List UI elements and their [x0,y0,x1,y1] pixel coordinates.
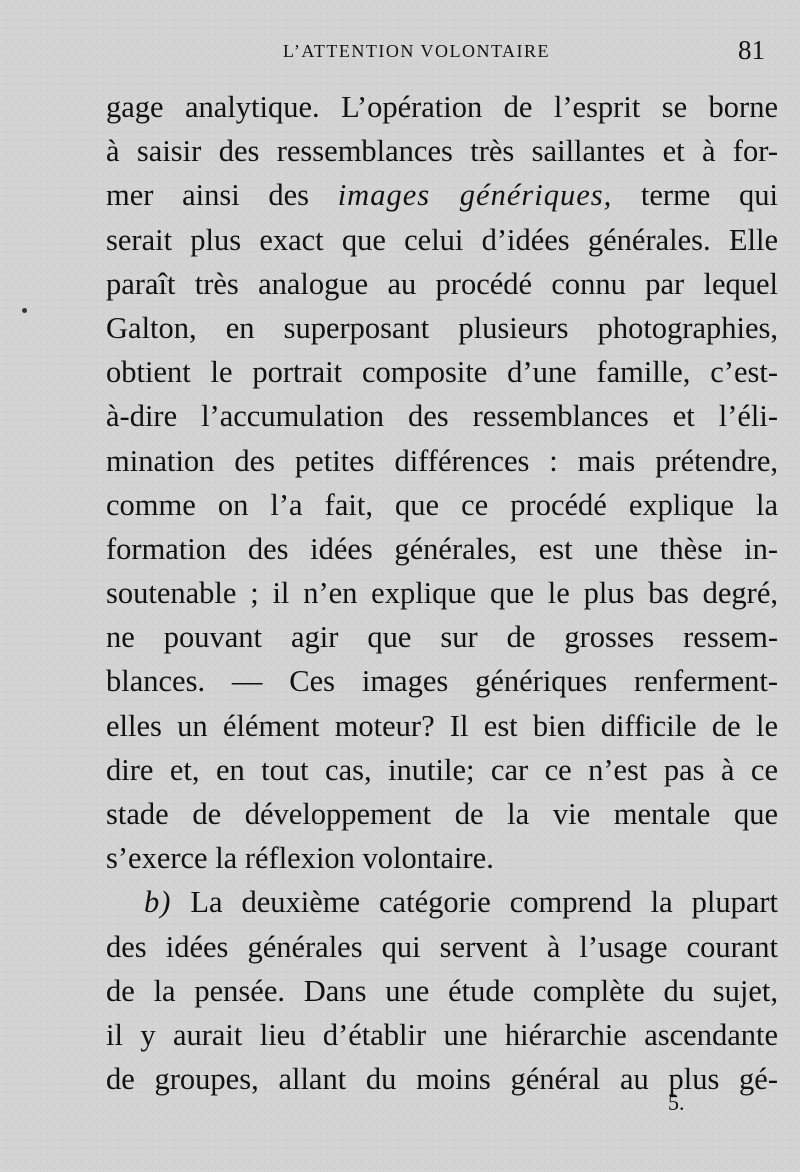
text-line: des idées générales qui servent à l’usage courant [106,929,778,964]
paragraph-start-line [106,880,778,924]
text-line: mination des petites différences : mais prétendre, [106,443,778,478]
text-line: formation des idées générales, est une thèse in- [106,531,778,566]
text-line: comme on l’a fait, que ce procédé explique la [106,487,778,522]
text-line: paraît très analogue au procédé connu par lequel [106,266,778,301]
running-head [0,35,800,67]
running-title: L’ATTENTION VOLONTAIRE [283,41,551,61]
text-line: serait plus exact que celui d’idées générales. Elle [106,222,778,257]
list-marker: b) [144,885,172,920]
ink-speck [22,308,27,313]
paragraph-end-line: s’exerce la réflexion volontaire. [106,841,494,876]
text-fragment: terme qui [612,178,778,213]
text-line: à saisir des ressemblances très saillantes et à for- [106,134,778,169]
text-line: obtient le portrait composite d’une famille, c’est- [106,355,778,390]
text-line: de groupes, allant du moins général au plus gé- [106,1062,778,1097]
text-line: il y aurait lieu d’établir une hiérarchie ascendante [106,1017,778,1052]
text-fragment: La deuxième catégorie comprend la plupart [171,885,778,920]
italic-term: images génériques, [337,178,613,213]
body-text [106,85,778,1101]
text-line: stade de développement de la vie mentale que [106,797,778,831]
text-fragment: mer ainsi des [106,178,338,213]
text-line: gage analytique. L’opération de l’esprit se borne [106,90,778,124]
text-line: ne pouvant agir que sur de grosses ressem- [106,620,778,655]
text-line [106,173,778,217]
page-number: 81 [738,35,765,65]
text-line: blances. — Ces images génériques renferment- [106,664,778,699]
text-line: dire et, en tout cas, inutile; car ce n’est pas à ce [106,752,778,787]
text-line: soutenable ; il n’en explique que le plus bas degré, [106,576,778,611]
text-line: à-dire l’accumulation des ressemblances et l’éli- [106,399,778,434]
text-line: Galton, en superposant plusieurs photographies, [106,310,778,345]
text-line: de la pensée. Dans une étude complète du sujet, [106,973,778,1008]
signature-mark: 5. [668,1090,685,1115]
text-line: elles un élément moteur? Il est bien difficile de le [106,708,778,743]
